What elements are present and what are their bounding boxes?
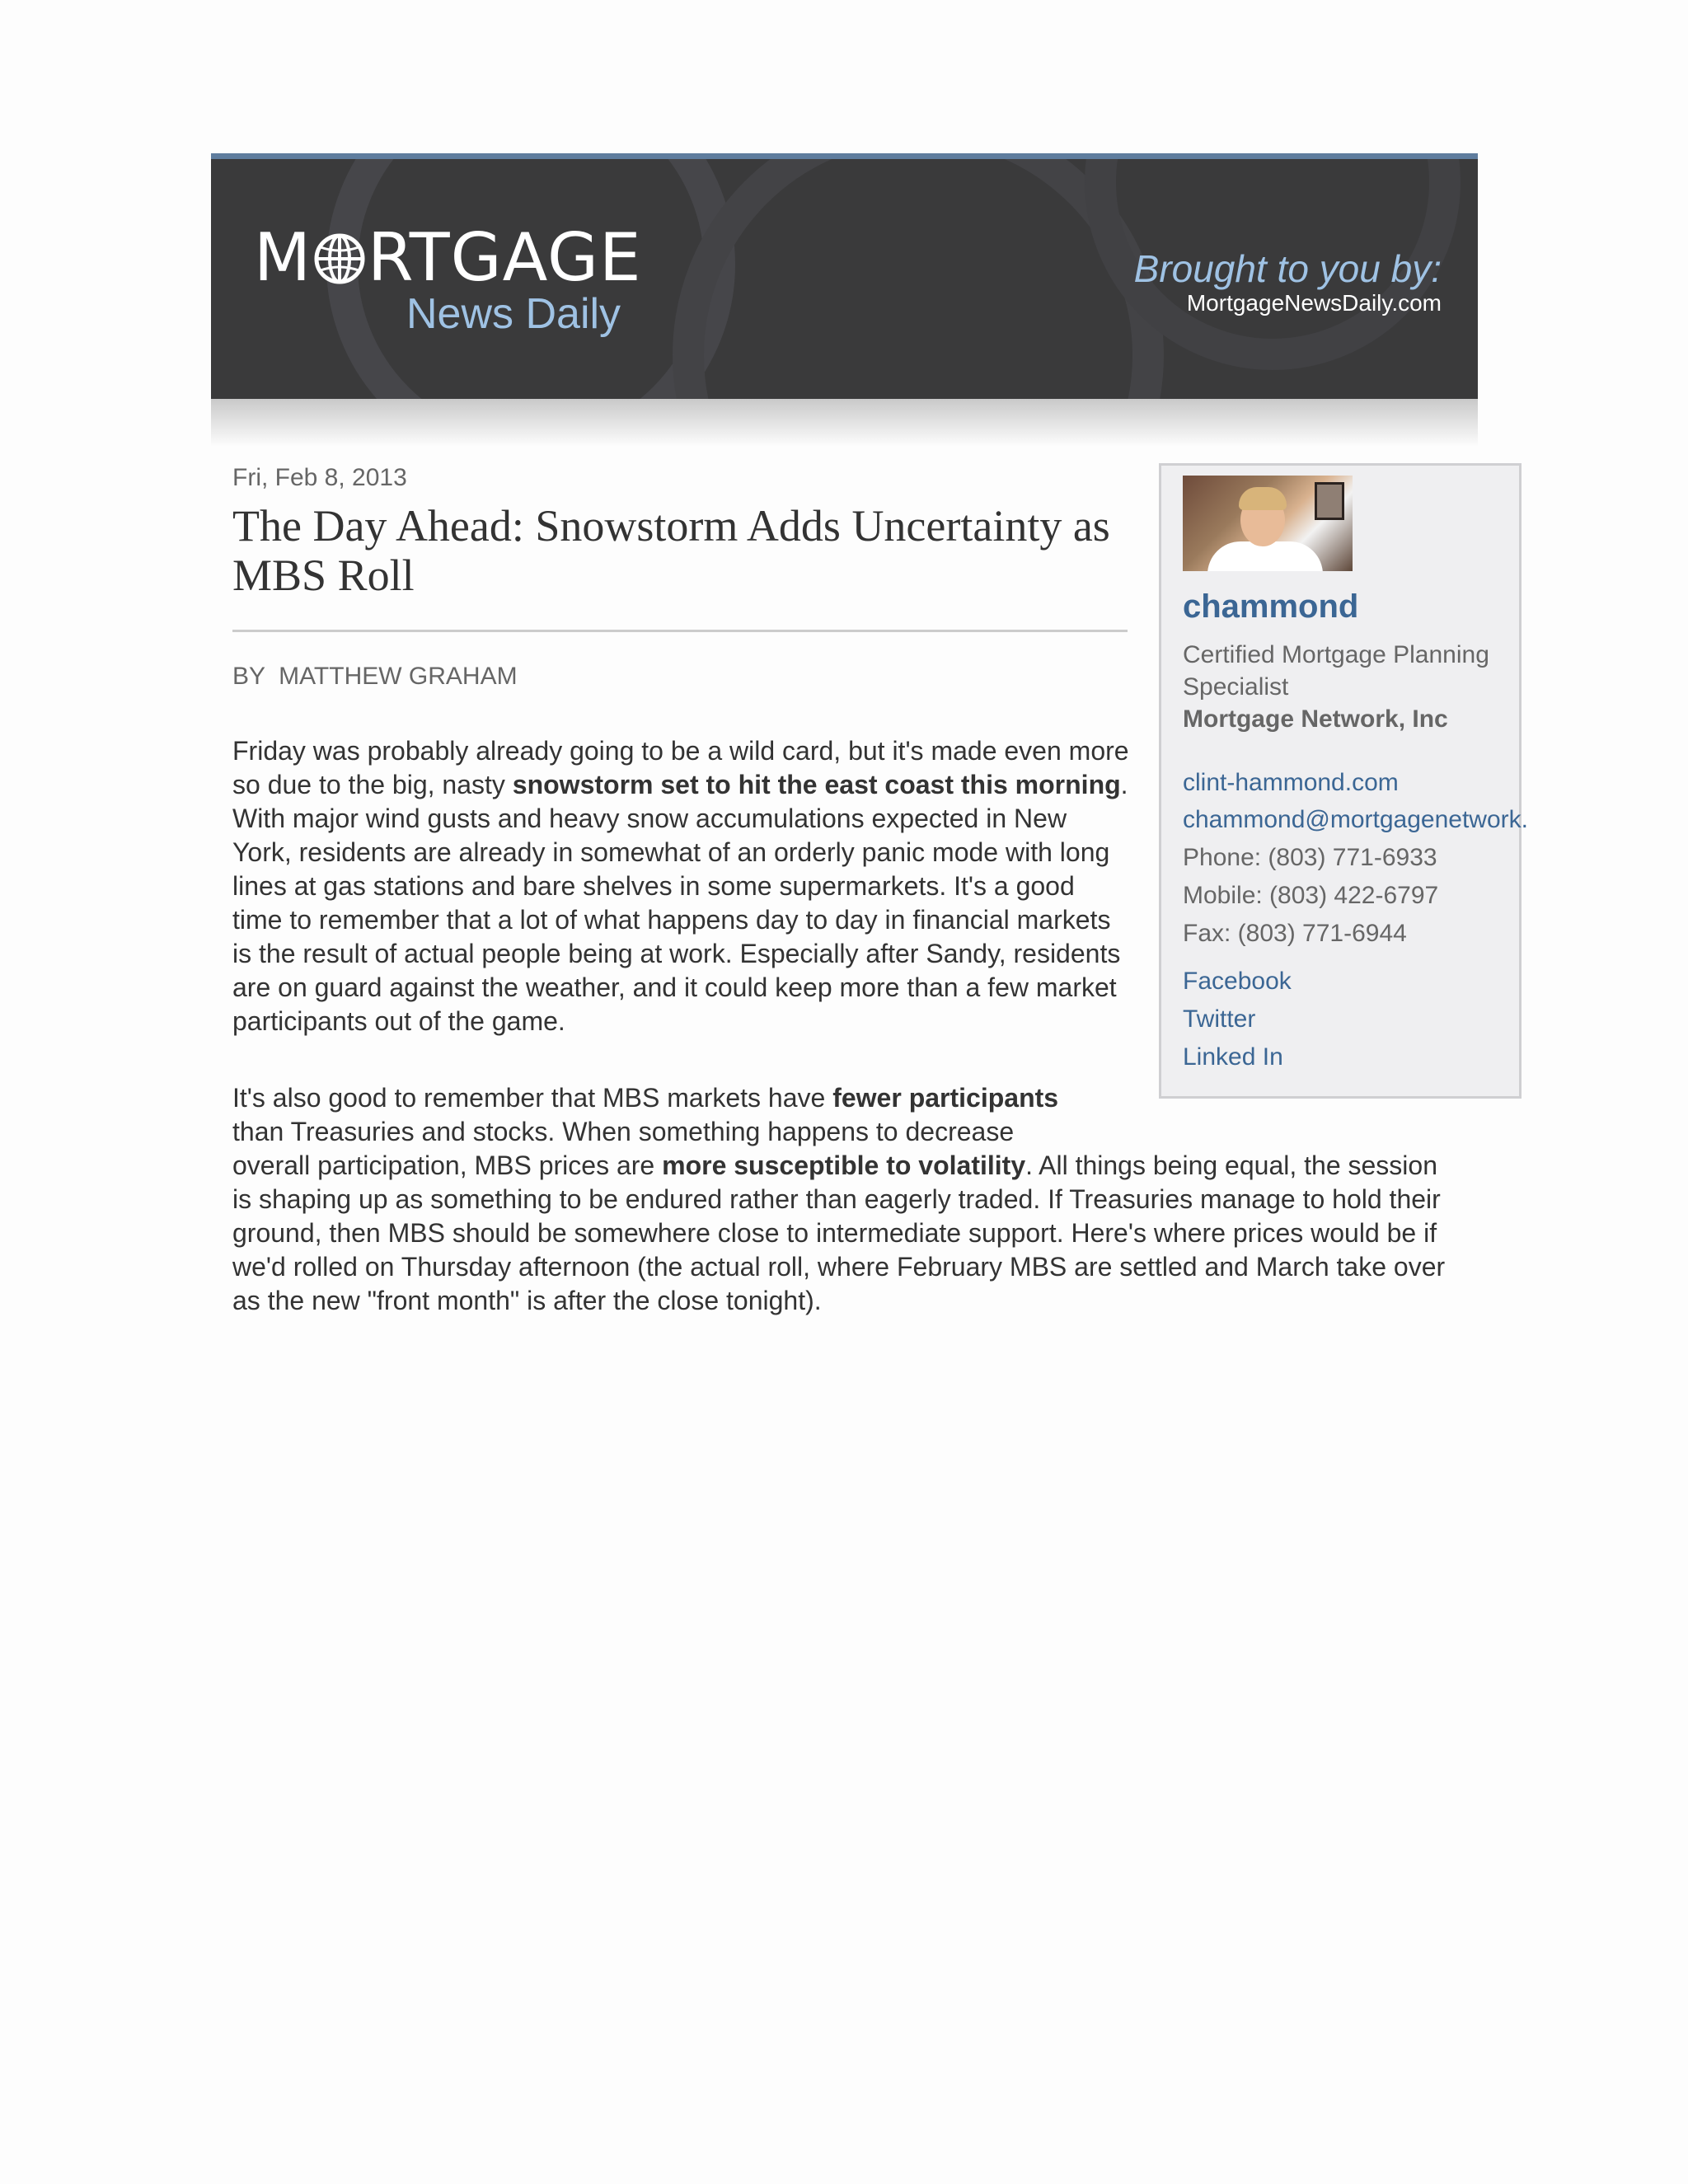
paragraph-emphasis: fewer participants [832,1083,1059,1113]
paragraph-line: is shaping up as something to be endured rather than eagerly traded. If Treasuries manage to hold their [232,1184,1441,1215]
logo-text-start: M [254,219,312,296]
author-avatar [1183,476,1353,571]
linkedin-link[interactable]: Linked In [1183,1043,1283,1071]
article-paragraph [232,1081,1514,1318]
avatar-background-frame [1315,482,1344,520]
article-byline: BY MATTHEW GRAHAM [232,663,518,691]
author-fax: Fax: (803) 771-6944 [1183,920,1407,947]
header-banner [211,153,1478,399]
paragraph-text: It's also good to remember that MBS markets have [232,1083,833,1113]
paragraph-line [232,1149,1514,1183]
article-paragraph [232,734,1131,1038]
logo-subtitle: News Daily [406,290,621,338]
author-name[interactable]: chammond [1183,588,1359,625]
author-email-link[interactable]: chammond@mortgagenetwork. [1183,806,1528,833]
paragraph-line: we'd rolled on Thursday afternoon (the actual roll, where February MBS are settled and March take over [232,1252,1446,1282]
sponsor-block [1134,248,1442,317]
paragraph-line: than Treasuries and stocks. When something happens to decrease [232,1117,1015,1147]
paragraph-line: as the new "front month" is after the close tonight). [232,1286,822,1316]
logo-wordmark [254,219,642,296]
paragraph-line: ground, then MBS should be somewhere close to intermediate support. Here's where prices would be if [232,1218,1437,1249]
paragraph-text: . With major wind gusts and heavy snow accumulations expected in New York, residents are already in somewhat of an orderly panic mode with long lines at gas stations and bare shelves in some supermarkets. It's a good time to remember that a lot of what happens day to day in financial markets is the result of actual people being at work. Especially after Sandy, residents are on guard against the weather, and it could keep more than a few market participants out of the game. [232,770,1128,1037]
article-date: Fri, Feb 8, 2013 [232,464,407,491]
paragraph-text: overall participation, MBS prices are [232,1151,663,1181]
twitter-link[interactable]: Twitter [1183,1005,1256,1033]
paragraph-text: . All things being equal, the session [1025,1151,1437,1181]
author-website-link[interactable]: clint-hammond.com [1183,769,1399,796]
paragraph-emphasis: snowstorm set to hit the east coast this morning [512,770,1121,800]
author-phone: Phone: (803) 771-6933 [1183,844,1437,871]
title-divider [232,630,1128,632]
author-mobile: Mobile: (803) 422-6797 [1183,882,1439,909]
author-role: Certified Mortgage Planning Specialist [1183,641,1489,701]
logo-text-end: RTGAGE [368,219,642,296]
author-company: Mortgage Network, Inc [1183,705,1448,733]
paragraph-emphasis: more susceptible to volatility [662,1151,1026,1181]
globe-icon [313,232,366,285]
avatar-hair [1239,487,1287,510]
facebook-link[interactable]: Facebook [1183,968,1292,995]
sponsor-title: Brought to you by: [1133,247,1442,290]
banner-shadow [211,399,1478,447]
paragraph-text: Friday was probably already going to be a wild card, but it's made even more so due to the big, nasty [232,736,1129,800]
site-logo[interactable] [254,219,642,338]
sponsor-site[interactable]: MortgageNewsDaily.com [1186,290,1442,316]
article-title: The Day Ahead: Snowstorm Adds Uncertainty as MBS Roll [232,501,1110,600]
author-card [1159,463,1528,1099]
